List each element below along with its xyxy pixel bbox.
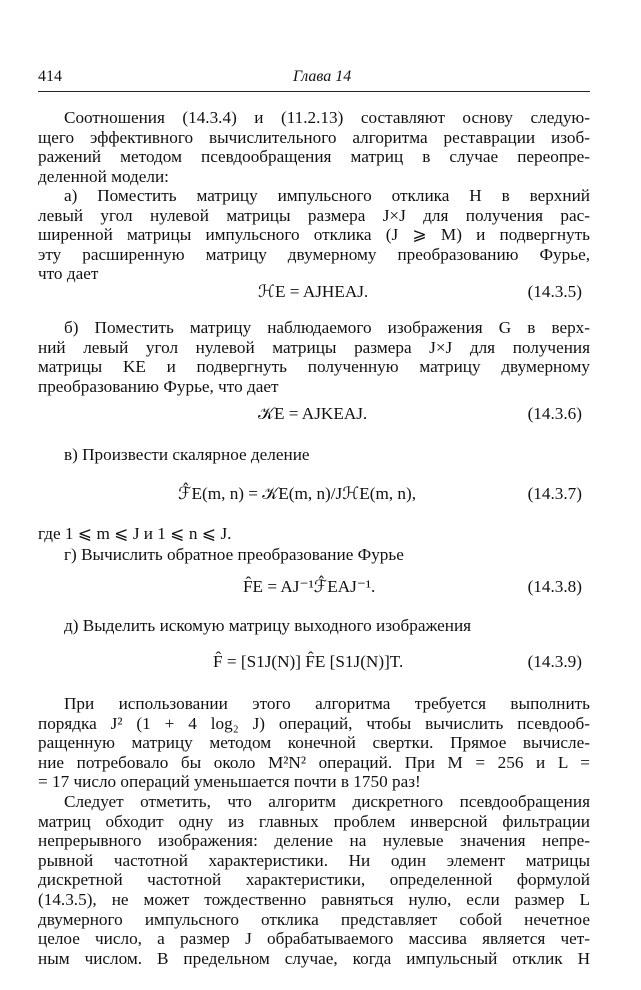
text-line: д) Выделить искомую матрицу выходного изображения (64, 616, 472, 635)
equation-14-3-9 (38, 652, 590, 676)
step-d (38, 545, 590, 565)
equation-14-3-6 (38, 404, 590, 428)
running-head: Глава 14 (293, 68, 352, 85)
text-line: ным числом. В предельном случае, когда импульсный отклик H (38, 948, 590, 968)
text-line: преобразованию Фурье, что дает (38, 376, 279, 396)
text-line: эту расширенную матрицу двумерному преобразованию Фурье, (38, 244, 590, 264)
text-line: рывной частотной характеристики. Ни один элемент матрицы (38, 850, 590, 870)
equation-number: (14.3.8) (527, 577, 582, 596)
text-line: матрицы KE и подвергнуть полученную матрицу двумерному (38, 357, 590, 377)
equation-expression: F̂ = [S1J(N)] F̂E [S1J(N)]T. (213, 652, 404, 671)
equation-expression: F̂E = AJ⁻¹ℱ̂EAJ⁻¹. (243, 577, 376, 596)
text-line: б) Поместить матрицу наблюдаемого изображения G в верх- (64, 318, 590, 337)
page-number: 414 (38, 68, 62, 85)
step-e (38, 616, 590, 636)
text-line: матриц обходит одну из главных проблем инверсной фильтрации (38, 811, 590, 831)
text-line: = 17 число операций уменьшается почти в 1750 раз! (38, 772, 421, 792)
where-clause (38, 524, 590, 544)
text-line: Следует отметить, что алгоритм дискретного псевдообращения (64, 792, 590, 811)
header-rule (38, 91, 590, 92)
equation-number: (14.3.9) (527, 652, 582, 671)
text-line: щего эффективного вычислительного алгоритма реставрации изоб- (38, 127, 590, 147)
text-line: непрерывного изображения: деление на нулевые значения непре- (38, 831, 590, 851)
text-line: При использовании этого алгоритма требуется выполнить (64, 694, 590, 713)
text-line: а) Поместить матрицу импульсного отклика H в верхний (64, 186, 590, 205)
equation-number: (14.3.7) (527, 484, 582, 503)
text-line: ращенную матрицу методом конечной свертки. Прямое вычисле- (38, 733, 590, 753)
text-line: левый угол нулевой матрицы размера J×J для получения рас- (38, 205, 590, 225)
text-line: г) Вычислить обратное преобразование Фурье (64, 545, 404, 564)
text-line: двумерного импульсного отклика представляет собой нечетное (38, 909, 590, 929)
text-line: где 1 ⩽ m ⩽ J и 1 ⩽ n ⩽ J. (38, 524, 232, 543)
equation-14-3-5 (38, 282, 590, 306)
equation-expression: 𝒦E = AJKEAJ. (258, 404, 368, 423)
text-line: дискретной частотной характеристики, определенной формулой (38, 870, 590, 890)
text-line: ражений методом псевдообращения матриц в случае переопре- (38, 147, 590, 167)
step-a (38, 186, 590, 284)
equation-number: (14.3.5) (527, 282, 582, 301)
equation-expression: ℋE = AJHEAJ. (258, 282, 369, 301)
paragraph-usage (38, 694, 590, 792)
step-b (38, 318, 590, 396)
paragraph-note (38, 792, 590, 968)
text-line: ние потребовало бы около M²N² операций. При M = 256 и L = (38, 752, 590, 772)
equation-expression: ℱ̂E(m, n) = 𝒦E(m, n)/JℋE(m, n), (178, 484, 417, 503)
equation-14-3-8 (38, 577, 590, 601)
text-line: Соотношения (14.3.4) и (11.2.13) составляют основу следую- (64, 108, 590, 127)
text-line: (14.3.5), не может тождественно равняться нулю, если размер L (38, 889, 590, 909)
text-line: в) Произвести скалярное деление (64, 445, 310, 464)
text-line: ширенной матрицы импульсного отклика (J ⩾ M) и подвергнуть (38, 225, 590, 245)
paragraph-intro (38, 108, 590, 186)
text-line: ний левый угол нулевой матрицы размера J×J для получения (38, 337, 590, 357)
text-line: порядка J² (1 + 4 log₂ J) операций, чтобы вычислить псевдооб- (38, 713, 590, 733)
text-line: целое число, а размер J обрабатываемого массива является чет- (38, 929, 590, 949)
text-line: что дает (38, 264, 99, 284)
page-header (38, 68, 590, 92)
step-c (38, 445, 590, 465)
equation-14-3-7 (38, 484, 590, 508)
text-line: деленной модели: (38, 166, 169, 186)
equation-number: (14.3.6) (527, 404, 582, 423)
